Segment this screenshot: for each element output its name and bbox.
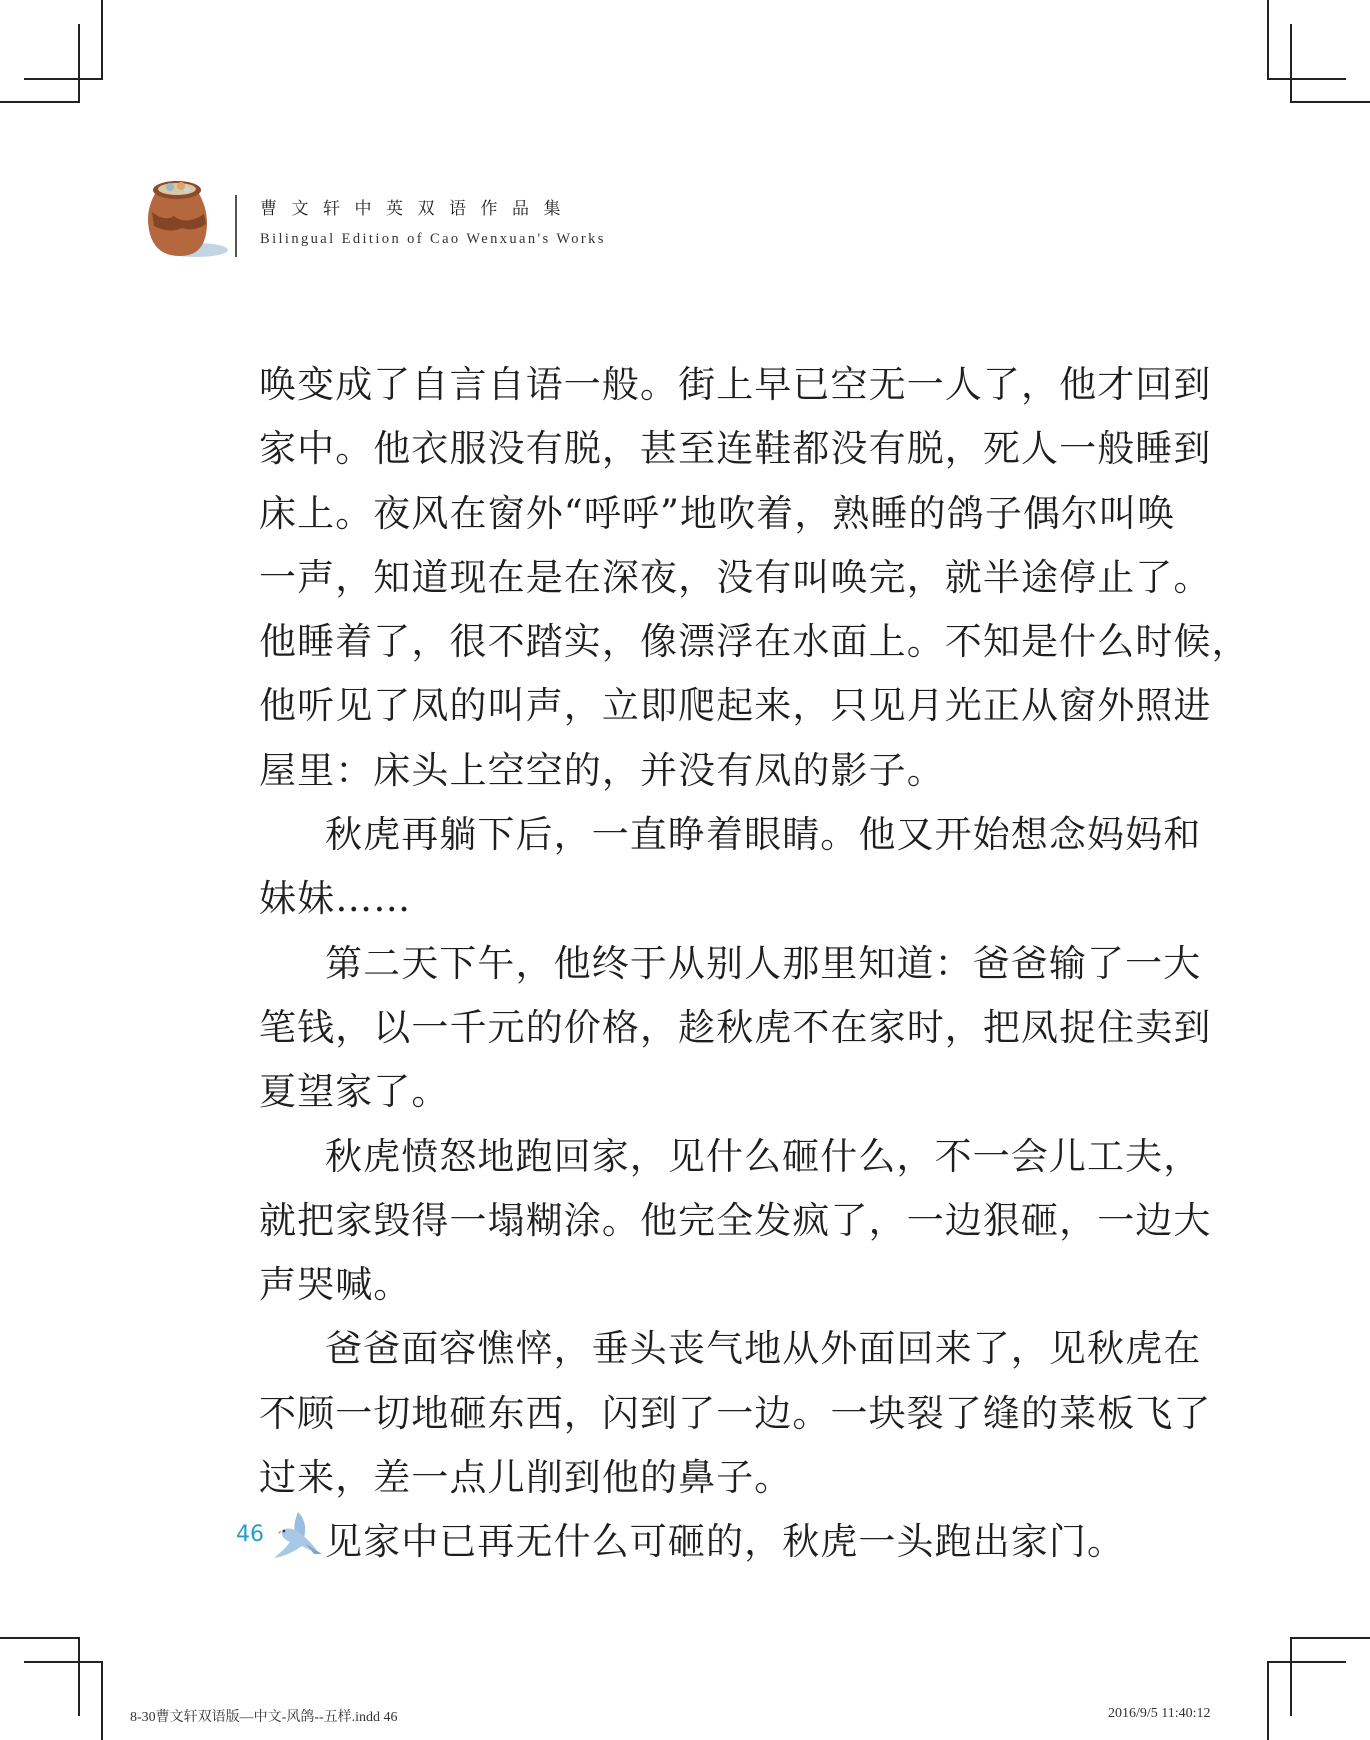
crop-mark-top-right-v2 xyxy=(1290,24,1292,103)
paragraph-start-line: 秋虎再躺下后，一直睁着眼睛。他又开始想念妈妈和 xyxy=(325,813,1202,857)
series-title-english: Bilingual Edition of Cao Wenxuan's Works xyxy=(260,231,606,247)
clay-jar-icon xyxy=(134,172,230,262)
text-line: 屋里：床头上空空的，并没有凤的影子。 xyxy=(259,748,945,792)
text-line: 一声，知道现在是在深夜，没有叫唤完，就半途停止了。 xyxy=(259,555,1212,599)
text-line: 声哭喊。 xyxy=(259,1263,412,1307)
crop-mark-bottom-left-v1 xyxy=(78,1637,80,1716)
crop-mark-top-right-h2 xyxy=(1290,101,1370,103)
paragraph-start-line: 秋虎愤怒地跑回家，见什么砸什么，不一会儿工夫， xyxy=(325,1134,1202,1178)
paragraph-start-line: 第二天下午，他终于从别人那里知道：爸爸输了一大 xyxy=(325,941,1202,985)
text-line: 夏望家了。 xyxy=(259,1070,450,1114)
text-line: 过来，差一点儿削到他的鼻子。 xyxy=(259,1456,793,1500)
crop-mark-bottom-left-h1 xyxy=(0,1637,79,1639)
crop-mark-bottom-left-v2 xyxy=(101,1661,103,1740)
paragraph-start-line: 爸爸面容憔悴，垂头丧气地从外面回来了，见秋虎在 xyxy=(325,1327,1202,1371)
header-divider xyxy=(235,195,237,257)
printer-slug-timestamp: 2016/9/5 11:40:12 xyxy=(1108,1706,1211,1721)
crop-mark-top-right-v1 xyxy=(1267,0,1269,79)
text-line: 笔钱，以一千元的价格，趁秋虎不在家时，把凤捉住卖到 xyxy=(259,1005,1212,1049)
text-line: 就把家毁得一塌糊涂。他完全发疯了，一边狠砸，一边大 xyxy=(259,1198,1212,1242)
text-line: 不顾一切地砸东西，闪到了一边。一块裂了缝的菜板飞了 xyxy=(259,1391,1212,1435)
text-line: 家中。他衣服没有脱，甚至连鞋都没有脱，死人一般睡到 xyxy=(259,427,1212,471)
crop-mark-bottom-left-h2 xyxy=(24,1661,103,1663)
crop-mark-bottom-right-h1 xyxy=(1290,1637,1370,1639)
crop-mark-top-left-h1 xyxy=(24,78,103,80)
running-header xyxy=(134,168,694,268)
crop-mark-top-left-v1 xyxy=(101,0,103,79)
crop-mark-bottom-right-h2 xyxy=(1267,1661,1346,1663)
flying-dove-icon xyxy=(268,1508,324,1560)
page-number: 46 xyxy=(236,1522,264,1547)
text-line: 他听见了凤的叫声，立即爬起来，只见月光正从窗外照进 xyxy=(259,684,1212,728)
text-line: 他睡着了，很不踏实，像漂浮在水面上。不知是什么时候， xyxy=(259,620,1250,664)
crop-mark-top-left-v2 xyxy=(78,24,80,103)
story-body xyxy=(259,363,1250,1585)
crop-mark-bottom-right-v2 xyxy=(1267,1661,1269,1740)
text-line: 妹妹…… xyxy=(259,877,412,921)
printer-slug-filename: 8-30曹文轩双语版—中文-风鸽--五样.indd 46 xyxy=(130,1710,398,1725)
paragraph-start-line: 见家中已再无什么可砸的，秋虎一头跑出家门。 xyxy=(325,1520,1126,1564)
series-title-chinese: 曹文轩中英双语作品集 xyxy=(260,199,575,219)
crop-mark-top-right-h1 xyxy=(1267,78,1346,80)
text-line: 床上。夜风在窗外“呼呼”地吹着，熟睡的鸽子偶尔叫唤 xyxy=(259,491,1176,535)
crop-mark-top-left-h2 xyxy=(0,101,79,103)
text-line: 唤变成了自言自语一般。街上早已空无一人了，他才回到 xyxy=(259,363,1212,406)
crop-mark-bottom-right-v1 xyxy=(1290,1637,1292,1716)
